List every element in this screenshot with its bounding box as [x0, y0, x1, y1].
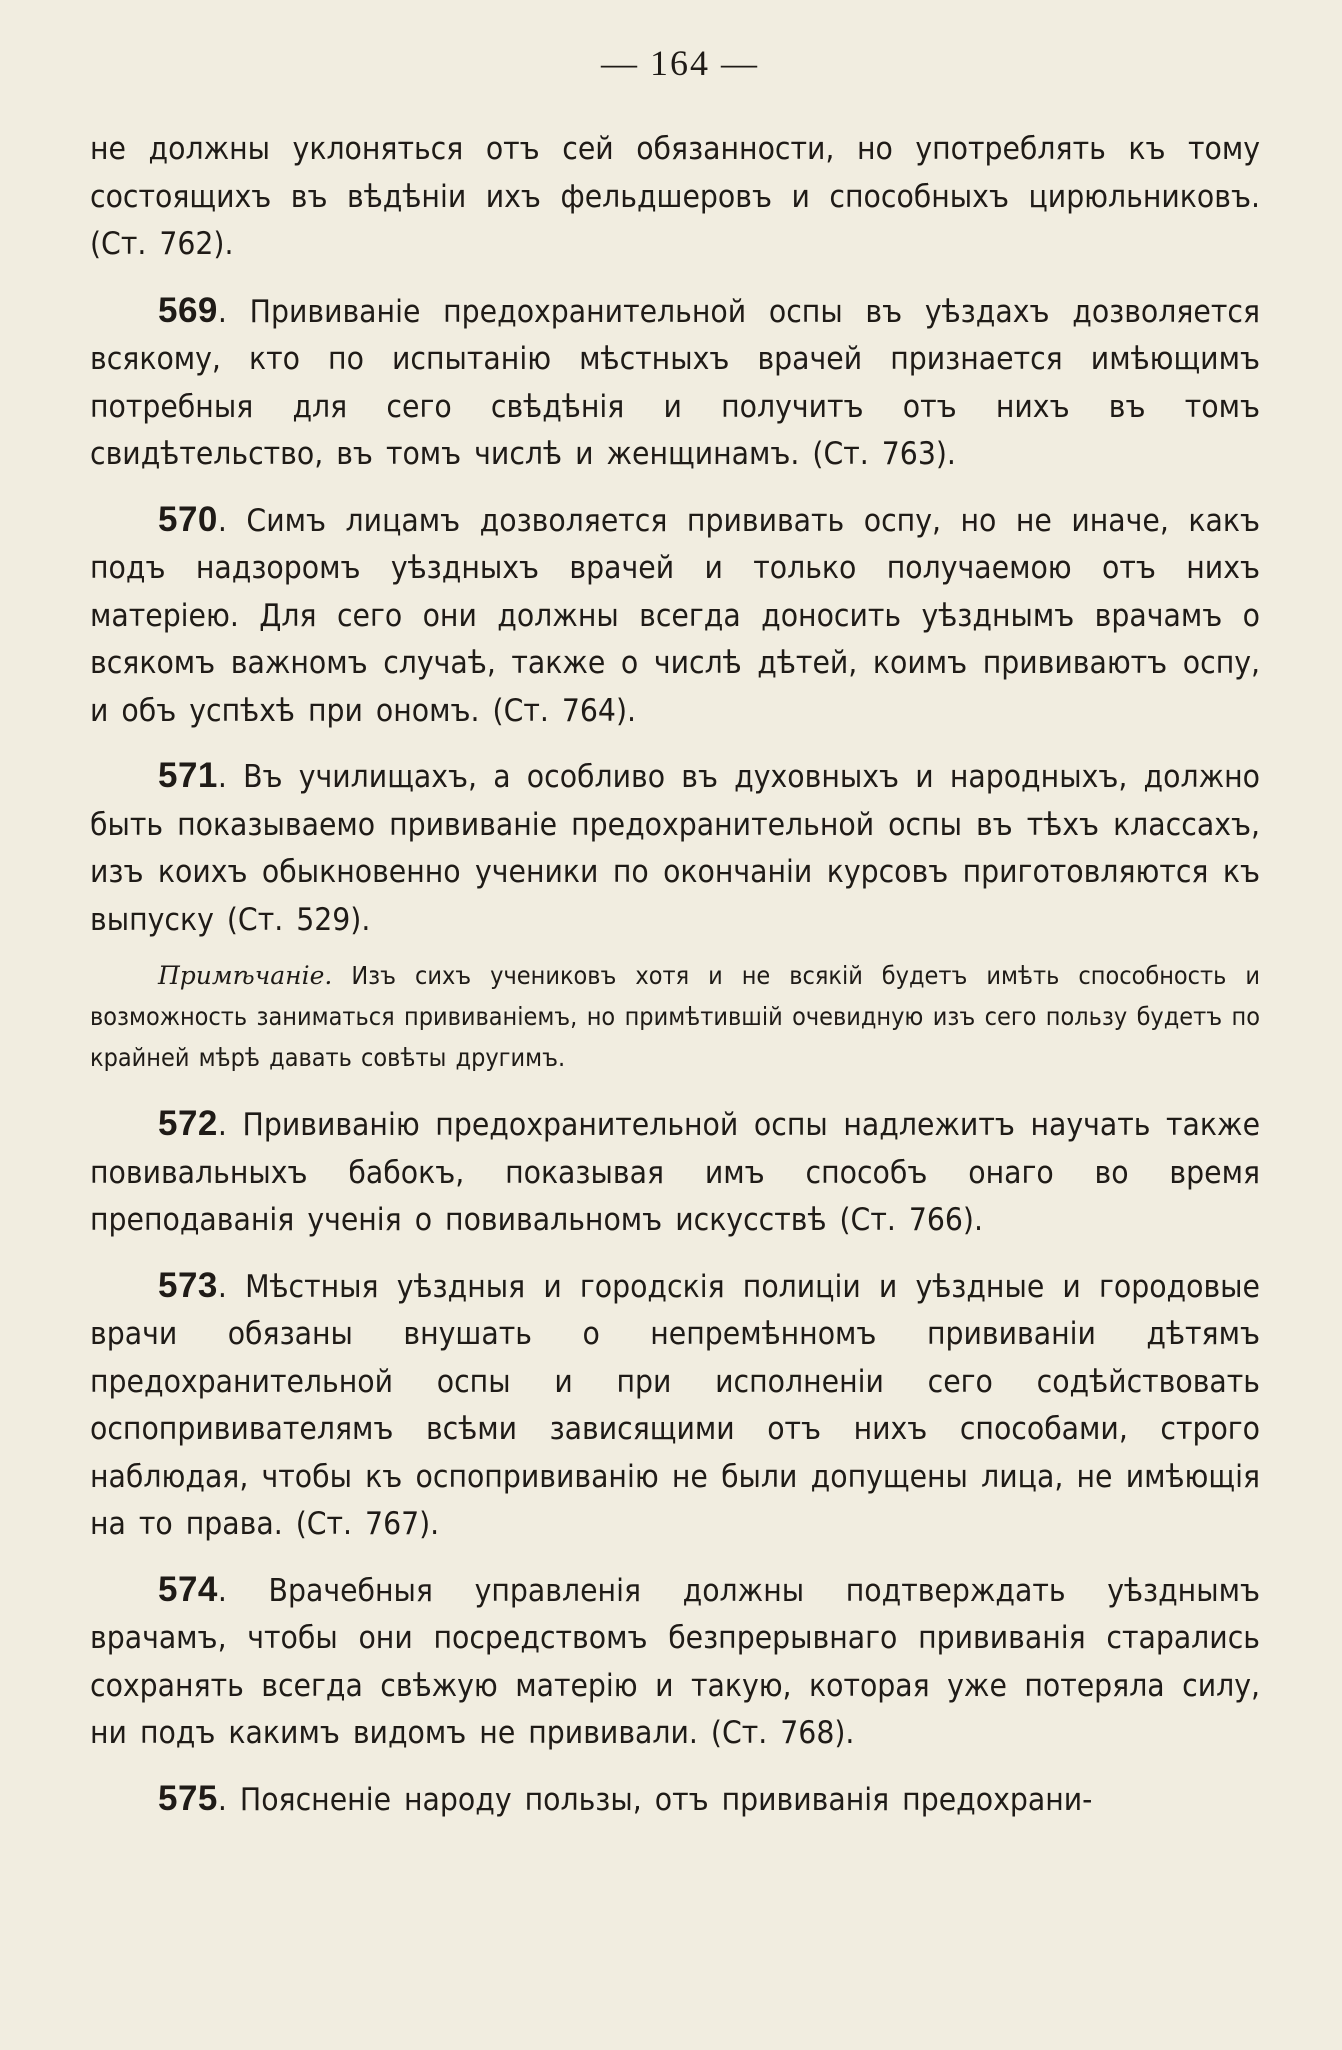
article-number: 573 [158, 1265, 218, 1305]
article-575: 575. Поясненіе народу пользы, отъ прививанія предохрани- [158, 1778, 1093, 1818]
article-number: 570 [158, 499, 218, 539]
intro-paragraph: не должны уклоняться отъ сей обязанности, но употреблять къ тому состоящихъ въ вѣдѣніи ихъ фельдшеровъ и способныхъ цирюльниковъ. (Ст. 762). [90, 131, 1260, 262]
article-574: 574. Врачебныя управленія должны подтверждать уѣзднымъ врачамъ, чтобы они посредствомъ безпрерывнаго прививанія старались сохранять всегда свѣжую матерію и такую, которая уже потеряла силу, ни подъ какимъ видомъ не прививали. (Ст. 768). [90, 1569, 1260, 1751]
article-text: Врачебныя управленія должны подтверждать уѣзднымъ врачамъ, чтобы они посредствомъ безпрерывнаго прививанія старались сохранять всегда свѣжую матерію и такую, которая уже потеряла силу, ни подъ какимъ видомъ не прививали. (Ст. 768). [90, 1572, 1260, 1751]
article-text: Поясненіе народу пользы, отъ прививанія предохрани- [239, 1781, 1093, 1818]
article-text: Прививаніе предохранительной оспы въ уѣздахъ дозволяется всякому, кто по испытанію мѣстныхъ врачей признается имѣющимъ потребныя для сего свѣдѣнія и получитъ отъ нихъ въ томъ свидѣтельство, въ томъ числѣ и женщинамъ. (Ст. 763). [90, 293, 1260, 472]
article-text: Симъ лицамъ дозволяется прививать оспу, но не иначе, какъ подъ надзоромъ уѣздныхъ врачей и только получаемою отъ нихъ матеріею. Для сего они должны всегда доносить уѣзднымъ врачамъ о всякомъ важномъ случаѣ, также о числѣ дѣтей, коимъ прививаютъ оспу, и объ успѣхѣ при ономъ. (Ст. 764). [90, 502, 1260, 729]
article-text: Въ училищахъ, а особливо въ духовныхъ и народныхъ, должно быть показываемо прививаніе предохранительной оспы въ тѣхъ классахъ, изъ коихъ обыкновенно ученики по окончаніи курсовъ приготовляются къ выпуску (Ст. 529). [90, 759, 1260, 938]
article-number: 575 [158, 1778, 218, 1818]
article-571-note [90, 955, 1260, 1078]
article-573: 573. Мѣстныя уѣздныя и городскія полиціи и уѣздные и городовые врачи обязаны внушать о непремѣнномъ прививаніи дѣтямъ предохранительной оспы и при исполненіи сего содѣйствовать оспопрививателямъ всѣми зависящими отъ нихъ способами, строго наблюдая, чтобы къ оспопрививанію не были допущены лица, не имѣющія на то права. (Ст. 767). [90, 1265, 1260, 1542]
article-text: Прививанію предохранительной оспы надлежитъ научать также повивальныхъ бабокъ, показывая имъ способъ онаго во время преподаванія ученія о повивальномъ искусствѣ (Ст. 766). [90, 1107, 1261, 1238]
article-570: 570. Симъ лицамъ дозволяется прививать оспу, но не иначе, какъ подъ надзоромъ уѣздныхъ врачей и только получаемою отъ нихъ матеріею. Для сего они должны всегда доносить уѣзднымъ врачамъ о всякомъ важномъ случаѣ, также о числѣ дѣтей, коимъ прививаютъ оспу, и объ успѣхѣ при ономъ. (Ст. 764). [90, 499, 1260, 729]
article-569: 569. Прививаніе предохранительной оспы въ уѣздахъ дозволяется всякому, кто по испытанію мѣстныхъ врачей признается имѣющимъ потребныя для сего свѣдѣнія и получитъ отъ нихъ въ томъ свидѣтельство, въ томъ числѣ и женщинамъ. (Ст. 763). [90, 290, 1260, 472]
article-number: 571 [158, 756, 218, 795]
note-text: Изъ сихъ учениковъ хотя и не всякій будетъ имѣть способность и возможность заниматься прививаніемъ, но примѣтившій очевидную изъ сего пользу будетъ по крайней мѣрѣ давать совѣты другимъ. [90, 961, 1260, 1072]
page-number: — 164 — [601, 43, 759, 83]
note-label: Примѣчаніе. [158, 961, 333, 990]
article-number: 569 [158, 290, 218, 330]
article-571: 571. Въ училищахъ, а особливо въ духовныхъ и народныхъ, должно быть показываемо прививаніе предохранительной оспы въ тѣхъ классахъ, изъ коихъ обыкновенно ученики по окончаніи курсовъ приготовляются къ выпуску (Ст. 529). [90, 756, 1260, 938]
article-number: 572 [158, 1104, 218, 1143]
article-number: 574 [158, 1569, 218, 1609]
article-572: 572. Прививанію предохранительной оспы надлежитъ научать также повивальныхъ бабокъ, показывая имъ способъ онаго во время преподаванія ученія о повивальномъ искусствѣ (Ст. 766). [90, 1104, 1261, 1238]
article-text: Мѣстныя уѣздныя и городскія полиціи и уѣздные и городовые врачи обязаны внушать о непремѣнномъ прививаніи дѣтямъ предохранительной оспы и при исполненіи сего содѣйствовать оспопрививателямъ всѣми зависящими отъ нихъ способами, строго наблюдая, чтобы къ оспопрививанію не были допущены лица, не имѣющія на то права. (Ст. 767). [90, 1268, 1260, 1542]
